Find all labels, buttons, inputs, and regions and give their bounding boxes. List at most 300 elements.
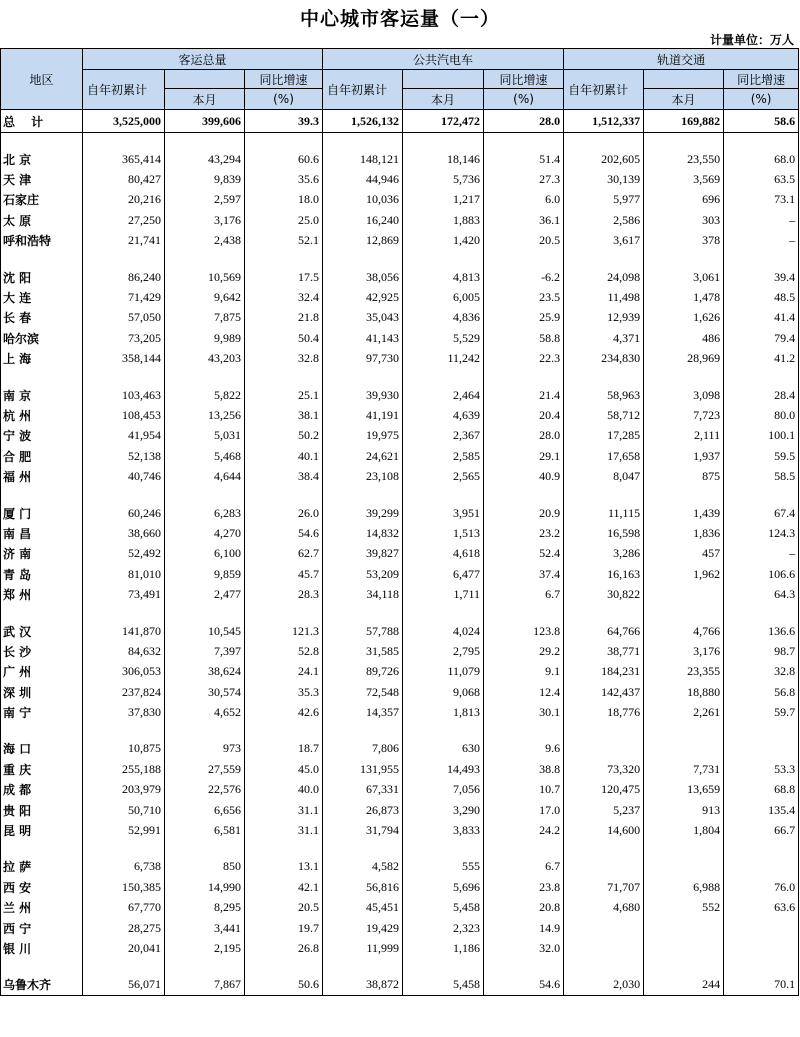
data-cell: 2,565 xyxy=(403,466,484,486)
data-cell: 12,939 xyxy=(564,308,644,328)
data-cell: 52,492 xyxy=(83,544,165,564)
data-cell: 29.2 xyxy=(484,641,564,661)
data-cell: 59.7 xyxy=(724,702,799,722)
data-cell: 32.0 xyxy=(484,938,564,958)
unit-label: 计量单位：万人 xyxy=(709,33,794,47)
city-name: 哈尔滨 xyxy=(1,328,83,348)
city-name: 银 川 xyxy=(1,938,83,958)
data-cell: 41.4 xyxy=(724,308,799,328)
spacer-cell xyxy=(403,369,484,385)
data-cell: 6.7 xyxy=(484,584,564,604)
spacer-cell xyxy=(644,487,724,503)
spacer-cell xyxy=(165,251,245,267)
pct-header: (%) xyxy=(484,89,564,110)
ytd-header: 自年初累计 xyxy=(564,70,644,110)
spacer-cell xyxy=(83,487,165,503)
spacer-cell xyxy=(245,841,323,857)
spacer-cell xyxy=(1,841,83,857)
city-name: 大 连 xyxy=(1,287,83,307)
yoy-header: 同比增速 xyxy=(724,70,799,89)
data-cell: 6.0 xyxy=(484,190,564,210)
data-cell: 6,988 xyxy=(644,877,724,897)
table-row xyxy=(1,210,799,230)
data-cell: 20,216 xyxy=(83,190,165,210)
data-cell: 7,723 xyxy=(644,405,724,425)
table-row xyxy=(1,938,799,958)
data-cell: 39.4 xyxy=(724,267,799,287)
city-name: 武 汉 xyxy=(1,621,83,641)
spacer-row xyxy=(1,723,799,739)
data-cell: 64,766 xyxy=(564,621,644,641)
table-row xyxy=(1,190,799,210)
data-cell: 81,010 xyxy=(83,564,165,584)
data-cell: 80.0 xyxy=(724,405,799,425)
data-cell: 1,420 xyxy=(403,231,484,251)
data-cell: 39,299 xyxy=(323,503,403,523)
city-name: 北 京 xyxy=(1,149,83,169)
data-cell: – xyxy=(724,210,799,230)
data-cell: 45.0 xyxy=(245,759,323,779)
data-cell: 19,429 xyxy=(323,918,403,938)
data-cell: 21.4 xyxy=(484,385,564,405)
spacer-cell xyxy=(724,723,799,739)
spacer-cell xyxy=(644,723,724,739)
spacer-cell xyxy=(83,723,165,739)
data-cell: 58.8 xyxy=(484,328,564,348)
city-name: 南 宁 xyxy=(1,702,83,722)
data-cell: 13,256 xyxy=(165,405,245,425)
data-cell: 68.8 xyxy=(724,780,799,800)
spacer-cell xyxy=(1,723,83,739)
data-cell: 54.6 xyxy=(245,523,323,543)
data-cell: 172,472 xyxy=(403,110,484,133)
data-cell: 17.5 xyxy=(245,267,323,287)
spacer-cell xyxy=(165,959,245,975)
spacer-row xyxy=(1,487,799,503)
spacer-cell xyxy=(1,251,83,267)
data-cell: 850 xyxy=(165,857,245,877)
data-cell: 2,477 xyxy=(165,584,245,604)
data-cell: 378 xyxy=(644,231,724,251)
data-cell: 9,859 xyxy=(165,564,245,584)
spacer-cell xyxy=(83,251,165,267)
spacer-cell xyxy=(323,133,403,150)
spacer-cell xyxy=(644,959,724,975)
data-cell: 2,261 xyxy=(644,702,724,722)
spacer-cell xyxy=(83,133,165,150)
table-row xyxy=(1,544,799,564)
data-cell: 38,056 xyxy=(323,267,403,287)
data-cell: 234,830 xyxy=(564,349,644,369)
data-cell: 2,438 xyxy=(165,231,245,251)
data-cell: 63.5 xyxy=(724,169,799,189)
spacer-cell xyxy=(1,605,83,621)
data-cell: 80,427 xyxy=(83,169,165,189)
data-cell: 141,870 xyxy=(83,621,165,641)
data-cell: 37.4 xyxy=(484,564,564,584)
data-cell: 53,209 xyxy=(323,564,403,584)
city-name: 呼和浩特 xyxy=(1,231,83,251)
data-cell: 45.7 xyxy=(245,564,323,584)
data-cell: 50.4 xyxy=(245,328,323,348)
passenger-table xyxy=(0,48,799,996)
data-cell xyxy=(644,918,724,938)
table-row xyxy=(1,898,799,918)
data-cell: 124.3 xyxy=(724,523,799,543)
data-cell: 50.6 xyxy=(245,975,323,996)
data-cell: 4,639 xyxy=(403,405,484,425)
data-cell: 303 xyxy=(644,210,724,230)
data-cell: 26.0 xyxy=(245,503,323,523)
data-cell: 57,788 xyxy=(323,621,403,641)
data-cell: 39.3 xyxy=(245,110,323,133)
spacer-cell xyxy=(644,605,724,621)
spacer-cell xyxy=(165,487,245,503)
data-cell: 108,453 xyxy=(83,405,165,425)
data-cell: 4,680 xyxy=(564,898,644,918)
city-name: 厦 门 xyxy=(1,503,83,523)
data-cell: 1,813 xyxy=(403,702,484,722)
data-cell: 52,138 xyxy=(83,446,165,466)
data-cell: 31.1 xyxy=(245,820,323,840)
table-row xyxy=(1,110,799,133)
table-row xyxy=(1,328,799,348)
data-cell: 6,581 xyxy=(165,820,245,840)
table-row xyxy=(1,759,799,779)
data-cell: 38,771 xyxy=(564,641,644,661)
data-cell: 10.7 xyxy=(484,780,564,800)
data-cell: 255,188 xyxy=(83,759,165,779)
city-name: 郑 州 xyxy=(1,584,83,604)
data-cell: 67,331 xyxy=(323,780,403,800)
data-cell: 5,031 xyxy=(165,426,245,446)
data-cell: 40.9 xyxy=(484,466,564,486)
data-cell: 11,242 xyxy=(403,349,484,369)
spacer-cell xyxy=(484,369,564,385)
data-cell: 66.7 xyxy=(724,820,799,840)
data-cell: 123.8 xyxy=(484,621,564,641)
table-row xyxy=(1,523,799,543)
data-cell: 39,930 xyxy=(323,385,403,405)
table-row xyxy=(1,739,799,759)
data-cell: 41,954 xyxy=(83,426,165,446)
data-cell: 10,545 xyxy=(165,621,245,641)
data-cell: 32.4 xyxy=(245,287,323,307)
data-cell: 38.4 xyxy=(245,466,323,486)
data-cell: 25.9 xyxy=(484,308,564,328)
city-name: 长 春 xyxy=(1,308,83,328)
data-cell: 98.7 xyxy=(724,641,799,661)
data-cell: 63.6 xyxy=(724,898,799,918)
data-cell: – xyxy=(724,231,799,251)
spacer-cell xyxy=(403,605,484,621)
data-cell: 30,574 xyxy=(165,682,245,702)
data-cell: 4,024 xyxy=(403,621,484,641)
data-cell: 3,176 xyxy=(644,641,724,661)
data-cell: 38.1 xyxy=(245,405,323,425)
city-name: 乌鲁木齐 xyxy=(1,975,83,996)
data-cell: 1,937 xyxy=(644,446,724,466)
data-cell: 41,143 xyxy=(323,328,403,348)
spacer-cell xyxy=(245,133,323,150)
spacer-cell xyxy=(403,959,484,975)
data-cell: 28.3 xyxy=(245,584,323,604)
data-cell: 5,458 xyxy=(403,975,484,996)
data-cell: 22,576 xyxy=(165,780,245,800)
data-cell: 7,056 xyxy=(403,780,484,800)
data-cell: 50,710 xyxy=(83,800,165,820)
data-cell: 27.3 xyxy=(484,169,564,189)
data-cell: 131,955 xyxy=(323,759,403,779)
city-name: 福 州 xyxy=(1,466,83,486)
spacer-cell xyxy=(484,487,564,503)
data-cell: 20,041 xyxy=(83,938,165,958)
data-cell: 73.1 xyxy=(724,190,799,210)
data-cell: 58.6 xyxy=(724,110,799,133)
data-cell: 1,836 xyxy=(644,523,724,543)
data-cell: 54.6 xyxy=(484,975,564,996)
table-row xyxy=(1,621,799,641)
data-cell: 18.0 xyxy=(245,190,323,210)
data-cell: 43,203 xyxy=(165,349,245,369)
data-cell: 1,526,132 xyxy=(323,110,403,133)
data-cell: 38.8 xyxy=(484,759,564,779)
spacer-cell xyxy=(644,369,724,385)
city-name: 成 都 xyxy=(1,780,83,800)
table-row xyxy=(1,975,799,996)
data-cell: 56,816 xyxy=(323,877,403,897)
data-cell: 1,711 xyxy=(403,584,484,604)
data-cell: 27,559 xyxy=(165,759,245,779)
data-cell: 58,712 xyxy=(564,405,644,425)
data-cell: 2,585 xyxy=(403,446,484,466)
data-cell xyxy=(644,584,724,604)
spacer-cell xyxy=(564,959,644,975)
data-cell: 399,606 xyxy=(165,110,245,133)
data-cell: 237,824 xyxy=(83,682,165,702)
table-row xyxy=(1,287,799,307)
city-name: 西 安 xyxy=(1,877,83,897)
spacer-cell xyxy=(245,723,323,739)
data-cell: 28,275 xyxy=(83,918,165,938)
data-cell: 32.8 xyxy=(724,662,799,682)
data-cell: 32.8 xyxy=(245,349,323,369)
data-cell: 21.8 xyxy=(245,308,323,328)
data-cell: 16,240 xyxy=(323,210,403,230)
city-name: 南 京 xyxy=(1,385,83,405)
data-cell: 630 xyxy=(403,739,484,759)
spacer-cell xyxy=(484,959,564,975)
data-cell: 18,776 xyxy=(564,702,644,722)
data-cell: 36.1 xyxy=(484,210,564,230)
data-cell: 1,962 xyxy=(644,564,724,584)
data-cell: 19,975 xyxy=(323,426,403,446)
spacer-cell xyxy=(245,959,323,975)
data-cell: 13.1 xyxy=(245,857,323,877)
spacer-cell xyxy=(724,369,799,385)
data-cell: 28.0 xyxy=(484,110,564,133)
table-row xyxy=(1,446,799,466)
data-cell: 14.9 xyxy=(484,918,564,938)
data-cell: 23,108 xyxy=(323,466,403,486)
data-cell: 28.0 xyxy=(484,426,564,446)
data-cell: 5,736 xyxy=(403,169,484,189)
data-cell: 148,121 xyxy=(323,149,403,169)
data-cell: 52.8 xyxy=(245,641,323,661)
data-cell: 973 xyxy=(165,739,245,759)
data-cell: 57,050 xyxy=(83,308,165,328)
table-row xyxy=(1,584,799,604)
spacer-cell xyxy=(564,133,644,150)
data-cell: 52,991 xyxy=(83,820,165,840)
spacer-row xyxy=(1,251,799,267)
data-cell: 14,493 xyxy=(403,759,484,779)
blank-header xyxy=(403,70,484,89)
data-cell: 71,707 xyxy=(564,877,644,897)
spacer-cell xyxy=(484,605,564,621)
data-cell: 2,586 xyxy=(564,210,644,230)
spacer-row xyxy=(1,369,799,385)
data-cell: 365,414 xyxy=(83,149,165,169)
data-cell: 84,632 xyxy=(83,641,165,661)
city-name: 拉 萨 xyxy=(1,857,83,877)
data-cell: 11,498 xyxy=(564,287,644,307)
city-name: 青 岛 xyxy=(1,564,83,584)
data-cell: 50.2 xyxy=(245,426,323,446)
group-header-total: 客运总量 xyxy=(83,49,323,70)
data-cell: 38,660 xyxy=(83,523,165,543)
spacer-row xyxy=(1,605,799,621)
table-body xyxy=(1,110,799,996)
group-header-rail: 轨道交通 xyxy=(564,49,799,70)
data-cell: 202,605 xyxy=(564,149,644,169)
data-cell: 72,548 xyxy=(323,682,403,702)
spacer-cell xyxy=(564,251,644,267)
city-name: 深 圳 xyxy=(1,682,83,702)
table-row xyxy=(1,349,799,369)
data-cell: 1,439 xyxy=(644,503,724,523)
city-name: 兰 州 xyxy=(1,898,83,918)
data-cell: 12.4 xyxy=(484,682,564,702)
data-cell: 51.4 xyxy=(484,149,564,169)
spacer-cell xyxy=(564,723,644,739)
data-cell: 34,118 xyxy=(323,584,403,604)
data-cell: 6,656 xyxy=(165,800,245,820)
table-row xyxy=(1,503,799,523)
data-cell: 29.1 xyxy=(484,446,564,466)
city-name: 合 肥 xyxy=(1,446,83,466)
data-cell: 28.4 xyxy=(724,385,799,405)
table-row xyxy=(1,385,799,405)
table-row xyxy=(1,466,799,486)
city-name: 总 计 xyxy=(1,110,83,133)
data-cell: 79.4 xyxy=(724,328,799,348)
data-cell: 4,644 xyxy=(165,466,245,486)
city-name: 长 沙 xyxy=(1,641,83,661)
data-cell: 20.8 xyxy=(484,898,564,918)
data-cell: 68.0 xyxy=(724,149,799,169)
region-header: 地区 xyxy=(1,49,83,110)
data-cell xyxy=(724,918,799,938)
data-cell: 28,969 xyxy=(644,349,724,369)
data-cell: 48.5 xyxy=(724,287,799,307)
data-cell: 89,726 xyxy=(323,662,403,682)
data-cell: 73,320 xyxy=(564,759,644,779)
spacer-cell xyxy=(165,369,245,385)
data-cell: 17,285 xyxy=(564,426,644,446)
data-cell: 5,696 xyxy=(403,877,484,897)
data-cell: 9.1 xyxy=(484,662,564,682)
data-cell: 19.7 xyxy=(245,918,323,938)
data-cell: 76.0 xyxy=(724,877,799,897)
data-cell: 30,822 xyxy=(564,584,644,604)
data-cell: 4,652 xyxy=(165,702,245,722)
spacer-cell xyxy=(323,487,403,503)
data-cell: 16,598 xyxy=(564,523,644,543)
data-cell: 24.2 xyxy=(484,820,564,840)
data-cell: – xyxy=(724,544,799,564)
spacer-cell xyxy=(323,251,403,267)
data-cell: 135.4 xyxy=(724,800,799,820)
data-cell: 1,804 xyxy=(644,820,724,840)
data-cell xyxy=(724,938,799,958)
data-cell: 6,477 xyxy=(403,564,484,584)
data-cell: 8,295 xyxy=(165,898,245,918)
data-cell: 2,111 xyxy=(644,426,724,446)
spacer-cell xyxy=(83,605,165,621)
spacer-cell xyxy=(323,959,403,975)
data-cell: 35.6 xyxy=(245,169,323,189)
data-cell: 2,195 xyxy=(165,938,245,958)
table-row xyxy=(1,877,799,897)
city-name: 杭 州 xyxy=(1,405,83,425)
city-name: 广 州 xyxy=(1,662,83,682)
data-cell: 67.4 xyxy=(724,503,799,523)
data-cell: 2,367 xyxy=(403,426,484,446)
pct-header: (%) xyxy=(245,89,323,110)
spacer-cell xyxy=(564,605,644,621)
data-cell: 7,867 xyxy=(165,975,245,996)
spacer-cell xyxy=(564,369,644,385)
data-cell: 150,385 xyxy=(83,877,165,897)
data-cell: 42.1 xyxy=(245,877,323,897)
data-cell: 306,053 xyxy=(83,662,165,682)
data-cell: 3,098 xyxy=(644,385,724,405)
data-cell: 71,429 xyxy=(83,287,165,307)
data-cell: 142,437 xyxy=(564,682,644,702)
data-cell: 121.3 xyxy=(245,621,323,641)
spacer-cell xyxy=(83,841,165,857)
spacer-cell xyxy=(403,723,484,739)
spacer-cell xyxy=(1,487,83,503)
data-cell: 35.3 xyxy=(245,682,323,702)
data-cell: 52.1 xyxy=(245,231,323,251)
data-cell: 25.1 xyxy=(245,385,323,405)
table-row xyxy=(1,918,799,938)
table-row xyxy=(1,662,799,682)
data-cell: 1,626 xyxy=(644,308,724,328)
spacer-cell xyxy=(165,605,245,621)
data-cell: 2,464 xyxy=(403,385,484,405)
yoy-header: 同比增速 xyxy=(484,70,564,89)
data-cell: 23,550 xyxy=(644,149,724,169)
data-cell: 1,512,337 xyxy=(564,110,644,133)
city-name: 贵 阳 xyxy=(1,800,83,820)
month-header: 本月 xyxy=(165,89,245,110)
spacer-row xyxy=(1,841,799,857)
pct-header: (%) xyxy=(724,89,799,110)
spacer-cell xyxy=(1,369,83,385)
